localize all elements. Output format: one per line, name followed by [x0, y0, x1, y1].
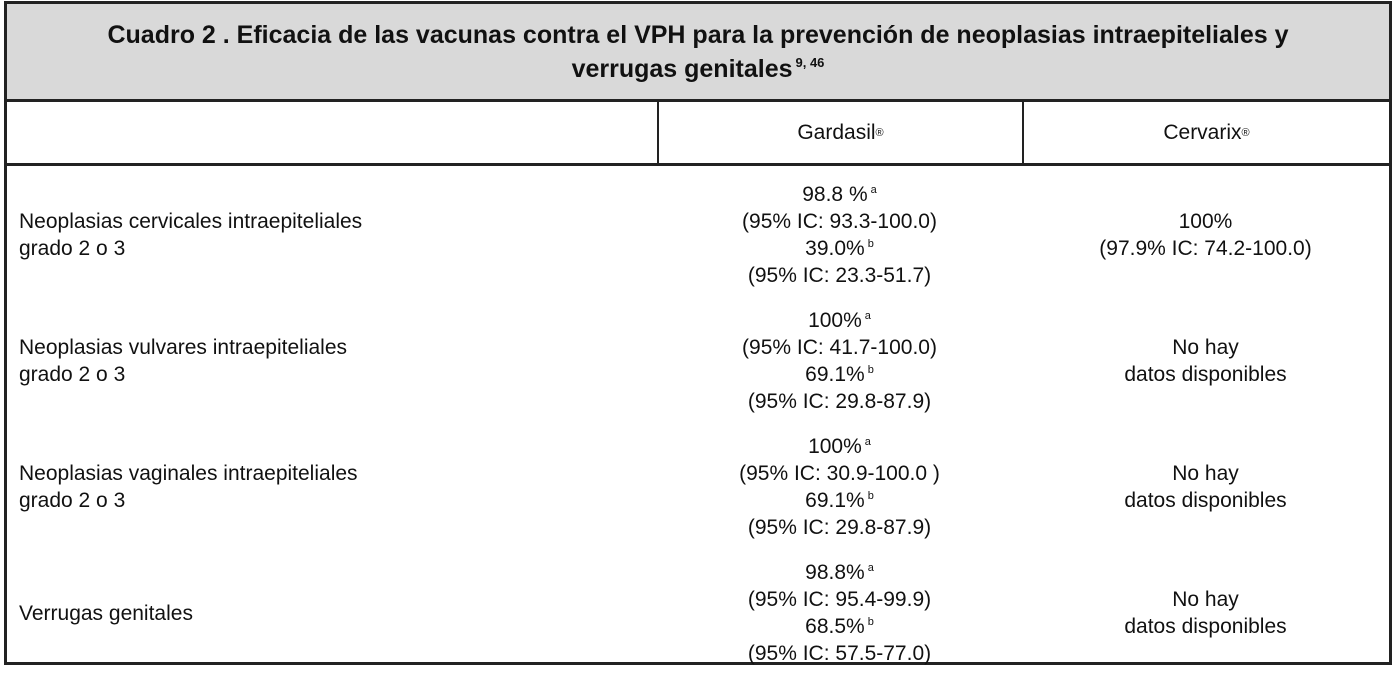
- row-label-cell: [7, 298, 657, 424]
- cervarix-cell: [1022, 424, 1389, 550]
- caption-refs: 9, 46: [795, 55, 825, 71]
- gardasil-value-b: 69.1% $^b$: [805, 363, 874, 386]
- table-row: [7, 298, 1389, 424]
- cervarix-line-2: datos disponibles: [1124, 489, 1287, 512]
- cervarix-line-2: datos disponibles: [1124, 615, 1287, 638]
- table-row: [7, 550, 1389, 676]
- cervarix-cell: [1022, 550, 1389, 676]
- header-empty-cell: [7, 102, 657, 163]
- gardasil-value-a: 100% $^a$: [808, 309, 871, 332]
- row-label-cell: [7, 550, 657, 676]
- gardasil-ci-a: (95% IC: 41.7-100.0): [742, 336, 937, 359]
- row-label-line-1: Neoplasias vaginales intraepiteliales: [19, 462, 358, 485]
- row-label-cell: [7, 172, 657, 298]
- header-cervarix-label: Cervarix: [1163, 120, 1242, 144]
- cervarix-line-1: No hay: [1172, 462, 1239, 485]
- gardasil-value-b: 39.0% $^b$: [805, 237, 874, 260]
- gardasil-cell: [657, 172, 1022, 298]
- gardasil-ci-a: (95% IC: 95.4-99.9): [747, 588, 932, 611]
- gardasil-ci-a: (95% IC: 93.3-100.0): [742, 210, 937, 233]
- gardasil-ci-b: (95% IC: 23.3-51.7): [747, 264, 932, 287]
- cervarix-line-1: 100%: [1178, 210, 1233, 233]
- cervarix-cell: [1022, 298, 1389, 424]
- cervarix-line-2: (97.9% IC: 74.2-100.0): [1099, 237, 1312, 260]
- gardasil-ci-b: (95% IC: 57.5-77.0): [747, 642, 932, 665]
- table-caption: [7, 4, 1389, 102]
- header-gardasil: Gardasil ®: [657, 102, 1022, 163]
- gardasil-value-a: 98.8 % $^a$: [802, 183, 877, 206]
- cervarix-line-1: No hay: [1172, 336, 1239, 359]
- gardasil-value-a: 100% $^a$: [808, 435, 871, 458]
- row-label-line-1: Verrugas genitales: [19, 601, 193, 625]
- gardasil-ci-a: (95% IC: 30.9-100.0 ): [739, 462, 940, 485]
- gardasil-cell: [657, 298, 1022, 424]
- cervarix-line-1: No hay: [1172, 588, 1239, 611]
- caption-line-1: Cuadro 2 . Eficacia de las vacunas contra el VPH para la prevención de neoplasias intraepiteliales y: [107, 20, 1289, 49]
- gardasil-ci-b: (95% IC: 29.8-87.9): [747, 516, 932, 539]
- gardasil-ci-b: (95% IC: 29.8-87.9): [747, 390, 932, 413]
- row-label-line-1: Neoplasias vulvares intraepiteliales: [19, 336, 348, 359]
- row-label-line-2: grado 2 o 3: [19, 363, 126, 386]
- table-header-row: [7, 102, 1389, 166]
- caption-line-2: [572, 52, 825, 86]
- gardasil-cell: [657, 424, 1022, 550]
- table-frame: [4, 1, 1392, 665]
- row-label-line-2: grado 2 o 3: [19, 237, 126, 260]
- row-label-line-1: Neoplasias cervicales intraepiteliales: [19, 210, 363, 233]
- header-cervarix: Cervarix ®: [1022, 102, 1389, 163]
- gardasil-value-a: 98.8% $^a$: [805, 561, 874, 584]
- caption-line-2-text: verrugas genitales: [571, 54, 793, 83]
- gardasil-value-b: 68.5% $^b$: [805, 615, 874, 638]
- gardasil-value-b: 69.1% $^b$: [805, 489, 874, 512]
- row-label-line-2: grado 2 o 3: [19, 489, 126, 512]
- header-gardasil-label: Gardasil: [797, 120, 876, 144]
- table-row: [7, 424, 1389, 550]
- cervarix-cell: [1022, 172, 1389, 298]
- cervarix-line-2: datos disponibles: [1124, 363, 1287, 386]
- table-row: [7, 172, 1389, 298]
- table-body: [7, 172, 1389, 676]
- gardasil-cell: [657, 550, 1022, 676]
- row-label-cell: [7, 424, 657, 550]
